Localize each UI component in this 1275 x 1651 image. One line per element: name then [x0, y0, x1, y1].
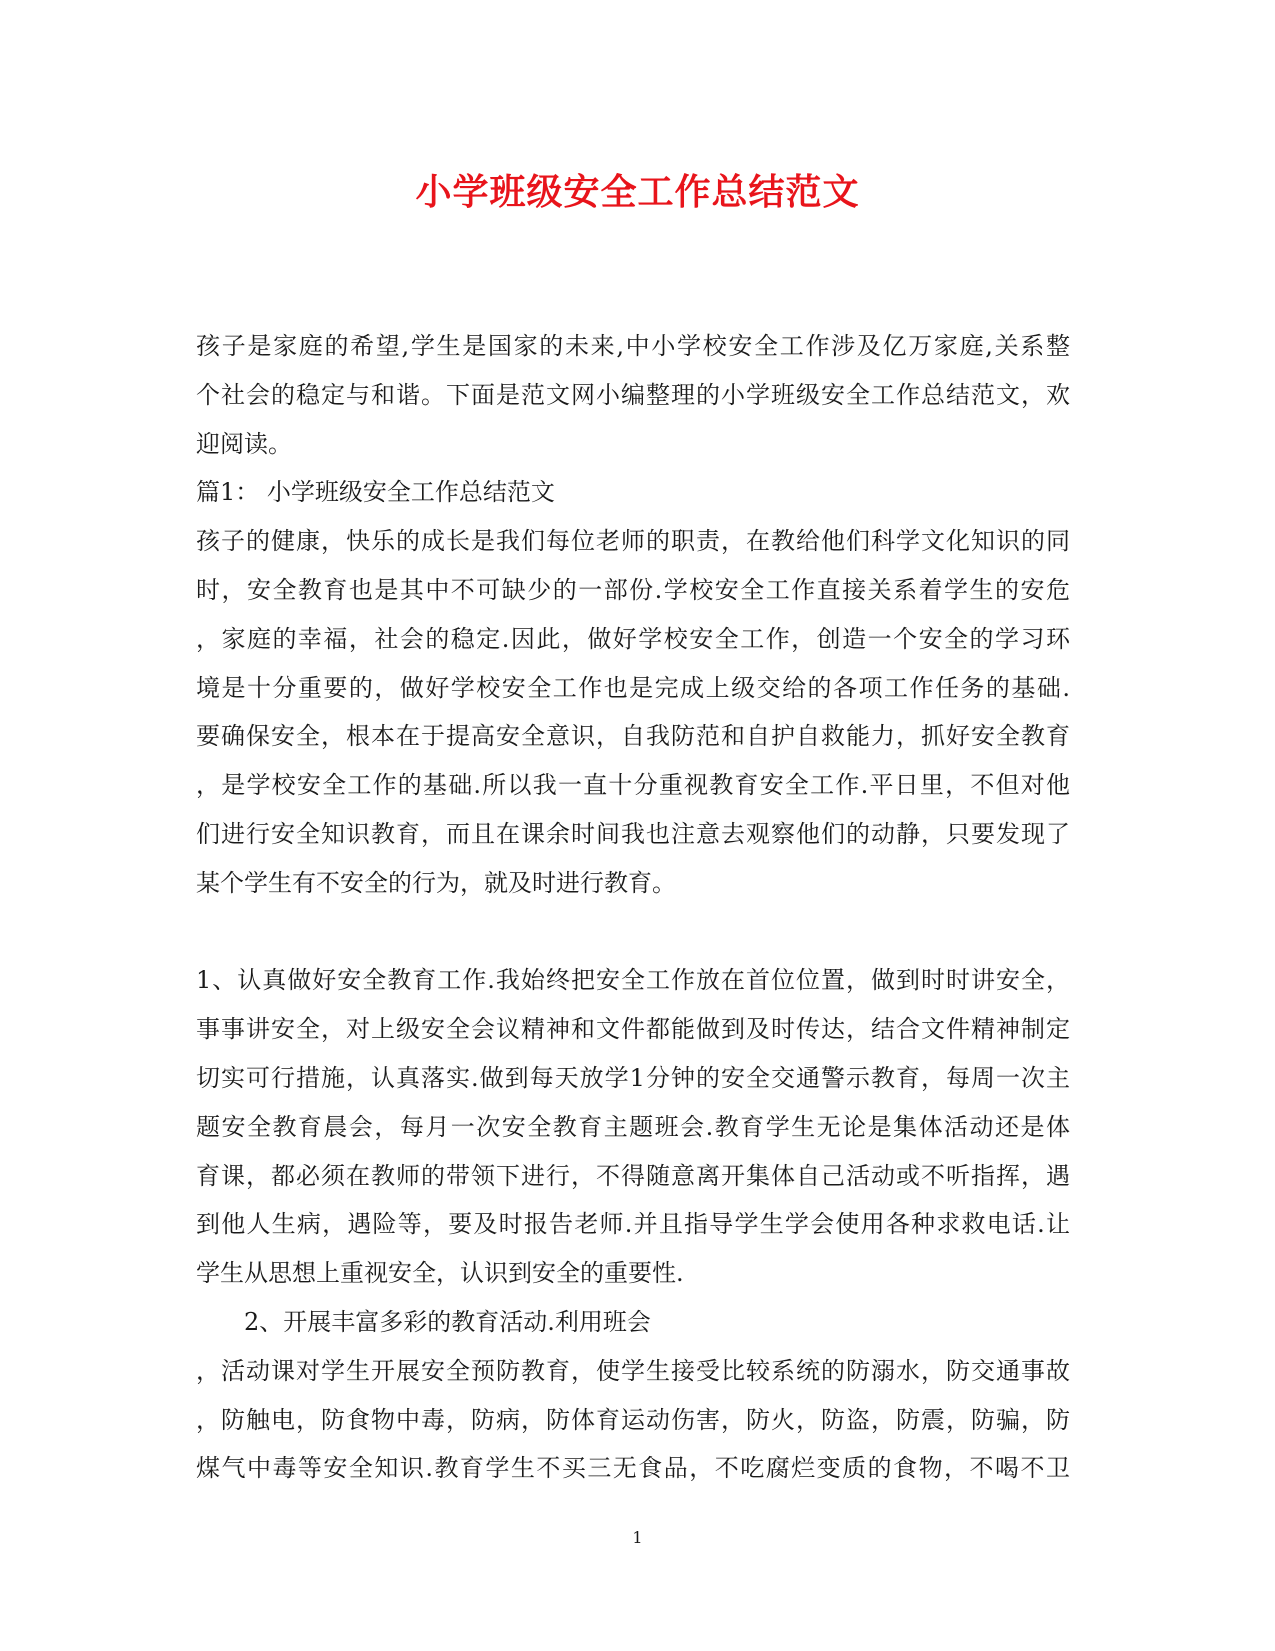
text-line: 到他人生病，遇险等，要及时报告老师.并且指导学生学会使用各种求救电话.让: [196, 1210, 1070, 1239]
text-line: ，活动课对学生开展安全预防教育，使学生接受比较系统的防溺水，防交通事故: [196, 1356, 1070, 1385]
text-line: 学生从思想上重视安全，认识到安全的重要性.: [196, 1259, 684, 1288]
text-line: ，是学校安全工作的基础.所以我一直十分重视教育安全工作.平日里，不但对他: [196, 771, 1070, 800]
text-line: 孩子的健康，快乐的成长是我们每位老师的职责，在教给他们科学文化知识的同: [196, 527, 1070, 556]
document-body: [196, 322, 1070, 1493]
text-line: ，家庭的幸福，社会的稳定.因此，做好学校安全工作，创造一个安全的学习环: [196, 624, 1070, 653]
text-line: 篇1： 小学班级安全工作总结范文: [196, 478, 555, 507]
text-line: 切实可行措施，认真落实.做到每天放学1分钟的安全交通警示教育，每周一次主: [196, 1063, 1070, 1092]
text-line: ，防触电，防食物中毒，防病，防体育运动伤害，防火，防盗，防震，防骗，防: [196, 1405, 1070, 1434]
text-line: 2、开展丰富多彩的教育活动.利用班会: [244, 1307, 651, 1336]
text-line: 某个学生有不安全的行为，就及时进行教育。: [196, 868, 676, 897]
text-line: 1、认真做好安全教育工作.我始终把安全工作放在首位位置，做到时时讲安全，: [196, 966, 1070, 995]
document-title: 小学班级安全工作总结范文: [415, 171, 860, 213]
text-line: 境是十分重要的，做好学校安全工作也是完成上级交给的各项工作任务的基础.: [196, 673, 1070, 702]
text-line: 个社会的稳定与和谐。下面是范文网小编整理的小学班级安全工作总结范文，欢: [196, 380, 1070, 409]
paragraph-gap: [196, 908, 1070, 957]
page-number: 1: [632, 1528, 643, 1547]
text-line: 要确保安全，根本在于提高安全意识，自我防范和自护自救能力，抓好安全教育: [196, 722, 1070, 751]
text-line: 们进行安全知识教育，而且在课余时间我也注意去观察他们的动静，只要发现了: [196, 819, 1070, 848]
text-line: 育课，都必须在教师的带领下进行，不得随意离开集体自己活动或不听指挥，遇: [196, 1161, 1070, 1190]
text-line: 孩子是家庭的希望,学生是国家的未来,中小学校安全工作涉及亿万家庭,关系整: [196, 332, 1070, 360]
text-line: 迎阅读。: [196, 429, 292, 458]
text-line: 煤气中毒等安全知识.教育学生不买三无食品，不吃腐烂变质的食物，不喝不卫: [196, 1454, 1070, 1483]
text-line: 时，安全教育也是其中不可缺少的一部份.学校安全工作直接关系着学生的安危: [196, 575, 1070, 604]
text-line: 事事讲安全，对上级安全会议精神和文件都能做到及时传达，结合文件精神制定: [196, 1015, 1070, 1044]
text-line: 题安全教育晨会，每月一次安全教育主题班会.教育学生无论是集体活动还是体: [196, 1112, 1070, 1141]
